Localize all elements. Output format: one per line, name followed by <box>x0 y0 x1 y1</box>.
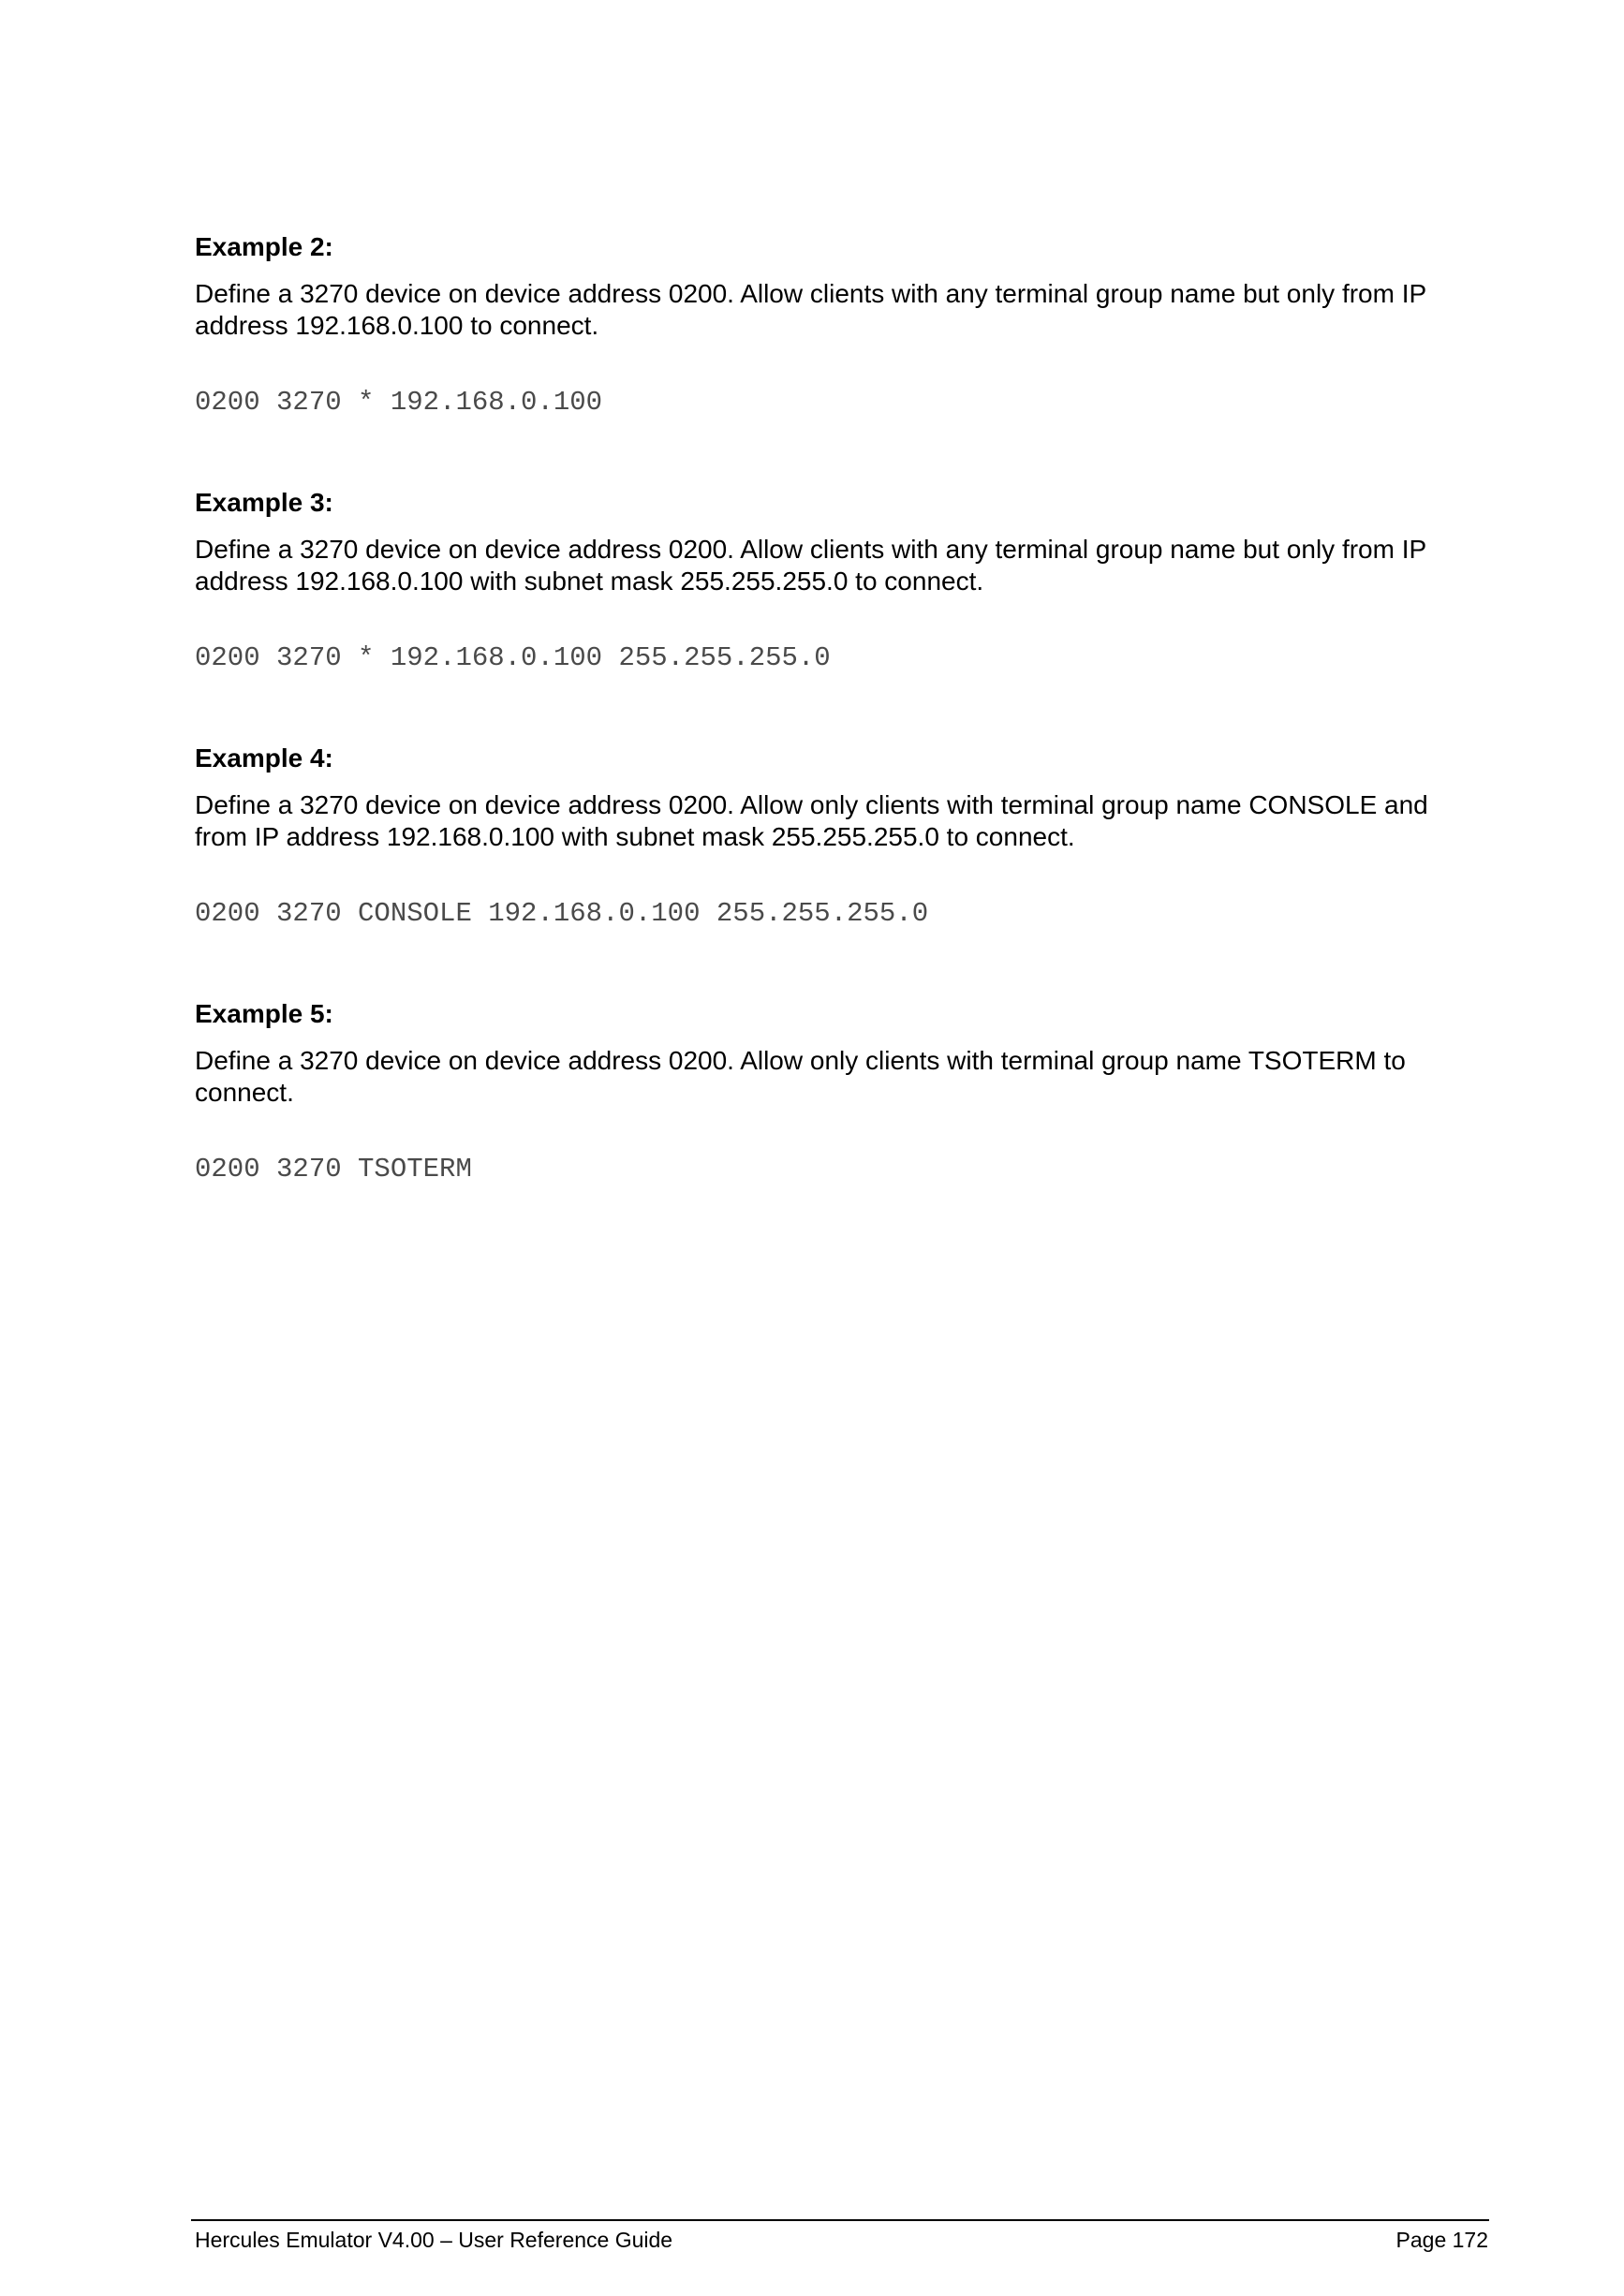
footer-page-number: Page 172 <box>1395 2228 1488 2252</box>
example-heading: Example 5: <box>195 999 333 1028</box>
example-code: 0200 3270 * 192.168.0.100 <box>195 387 603 418</box>
footer-divider <box>191 2219 1489 2221</box>
example-description: Define a 3270 device on device address 0200. Allow only clients with terminal group name CONSOLE and from IP address 192.168.0.100 with subnet mask 255.255.255.0 to connect. <box>195 790 1428 851</box>
footer-document-title: Hercules Emulator V4.00 – User Reference Guide <box>195 2228 673 2252</box>
example-code: 0200 3270 TSOTERM <box>195 1154 472 1185</box>
example-description: Define a 3270 device on device address 0200. Allow only clients with terminal group name TSOTERM to connect. <box>195 1046 1406 1107</box>
example-heading: Example 3: <box>195 488 333 517</box>
example-code: 0200 3270 * 192.168.0.100 255.255.255.0 <box>195 642 831 673</box>
example-heading: Example 4: <box>195 743 333 773</box>
example-heading: Example 2: <box>195 232 333 261</box>
example-description: Define a 3270 device on device address 0200. Allow clients with any terminal group name but only from IP address 192.168.0.100 with subnet mask 255.255.255.0 to connect. <box>195 535 1426 596</box>
example-code: 0200 3270 CONSOLE 192.168.0.100 255.255.255.0 <box>195 898 929 929</box>
example-description: Define a 3270 device on device address 0200. Allow clients with any terminal group name but only from IP address 192.168.0.100 to connect. <box>195 279 1426 340</box>
